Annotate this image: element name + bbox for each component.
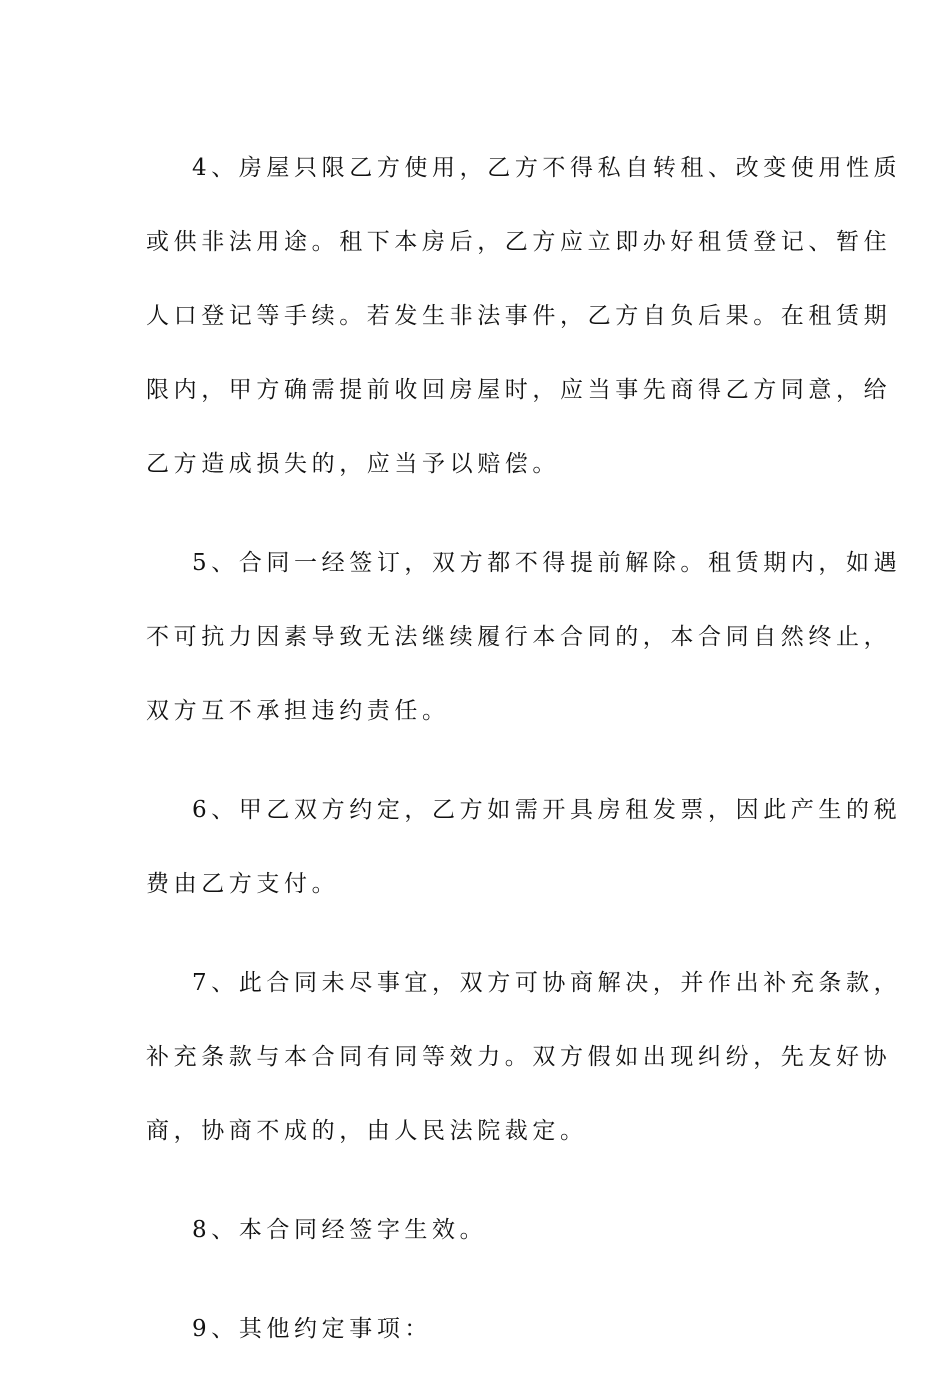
text-line: 商，协商不成的，由人民法院裁定。 <box>146 1118 588 1144</box>
clause-9 <box>146 1292 806 1366</box>
clause-8 <box>146 1193 806 1267</box>
clause-4 <box>146 131 902 501</box>
document-page <box>146 131 902 1391</box>
text-line: 费由乙方支付。 <box>146 871 340 897</box>
text-line: 人口登记等手续。若发生非法事件，乙方自负后果。在租赁期 <box>146 303 892 329</box>
text-line: 限内，甲方确需提前收回房屋时，应当事先商得乙方同意，给 <box>146 377 892 403</box>
text-line: 不可抗力因素导致无法继续履行本合同的，本合同自然终止， <box>146 624 892 650</box>
clause-6 <box>146 773 902 921</box>
text-line: 6、甲乙双方约定，乙方如需开具房租发票，因此产生的税 <box>192 797 902 823</box>
text-line: 乙方造成损失的，应当予以赔偿。 <box>146 451 560 477</box>
text-line: 或供非法用途。租下本房后，乙方应立即办好租赁登记、暂住 <box>146 229 892 255</box>
clause-5 <box>146 526 902 748</box>
text-line: 补充条款与本合同有同等效力。双方假如出现纠纷，先友好协 <box>146 1044 892 1070</box>
text-line: 5、合同一经签订，双方都不得提前解除。租赁期内，如遇 <box>192 550 902 576</box>
clause-7 <box>146 946 902 1168</box>
text-line: 双方互不承担违约责任。 <box>146 698 450 724</box>
text-line: 7、此合同未尽事宜，双方可协商解决，并作出补充条款， <box>192 970 902 996</box>
text-line: 4、房屋只限乙方使用，乙方不得私自转租、改变使用性质 <box>192 155 902 181</box>
text-line: 8、本合同经签字生效。 <box>192 1217 488 1243</box>
text-line: 9、其他约定事项： <box>192 1316 433 1342</box>
